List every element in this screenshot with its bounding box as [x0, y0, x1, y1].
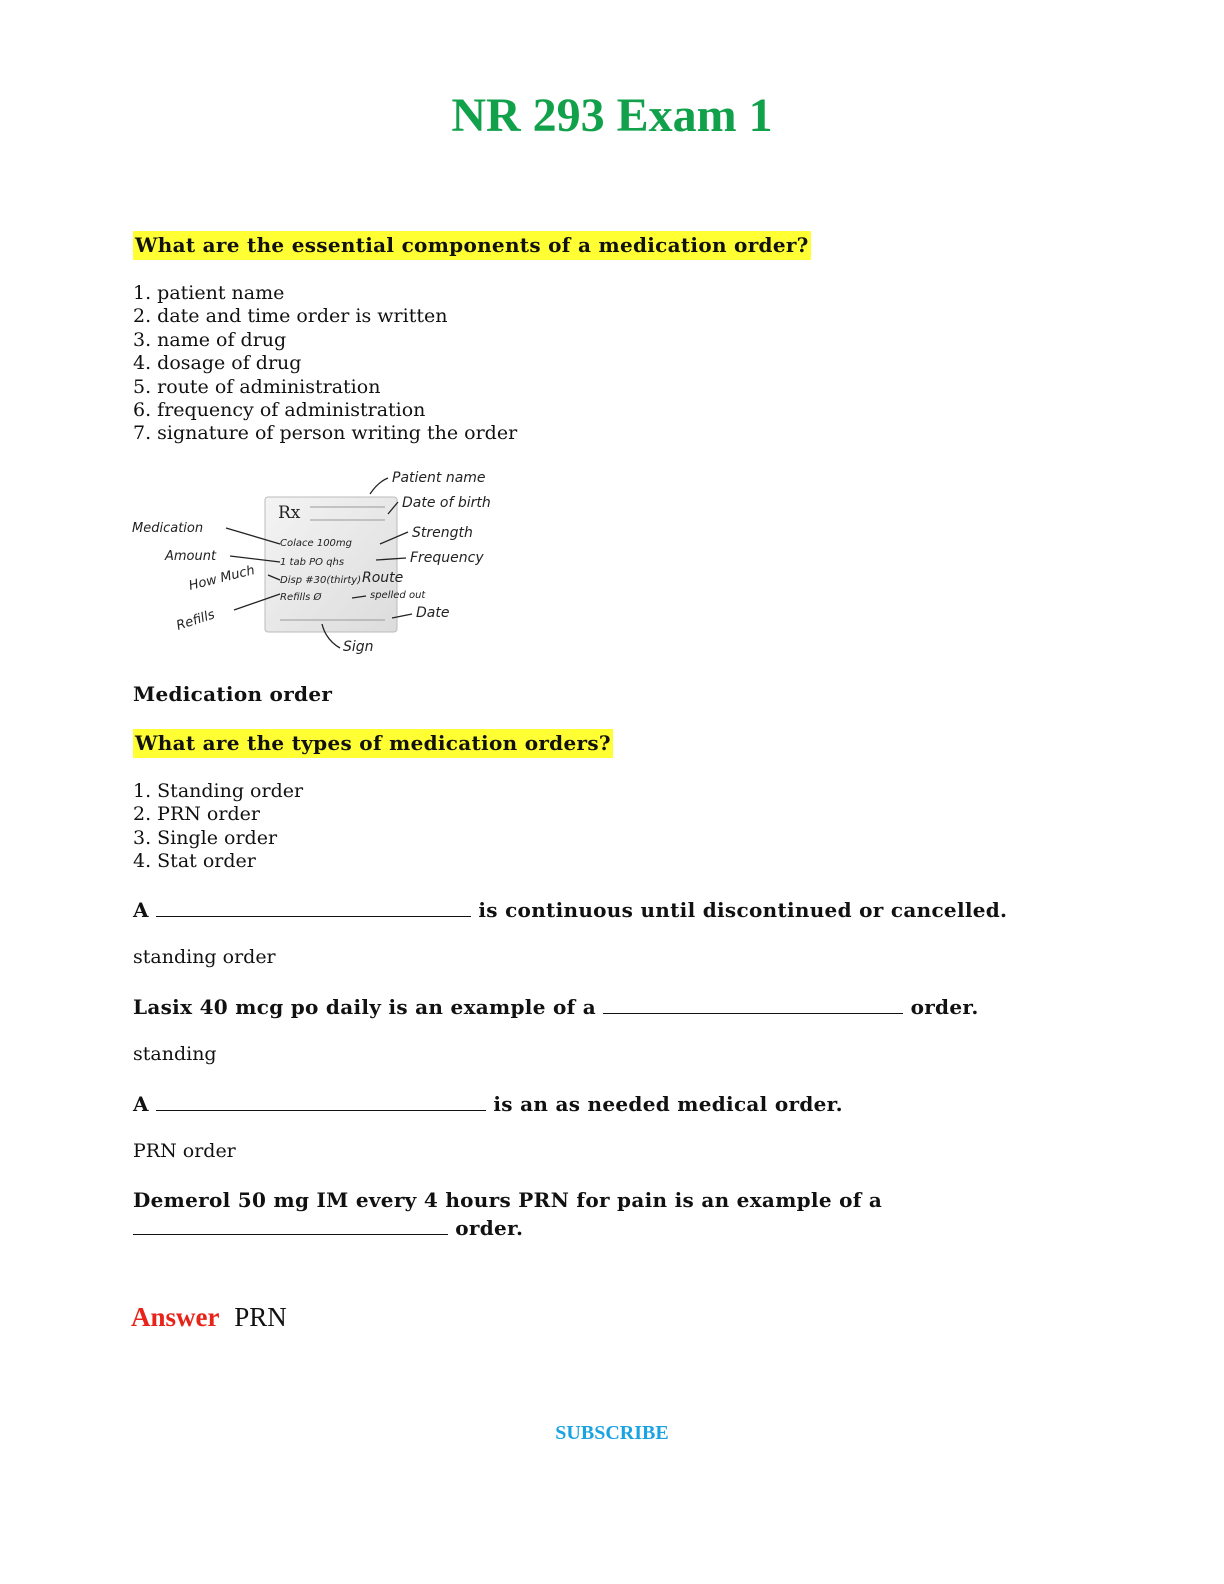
- list-item: 1. patient name: [133, 282, 285, 304]
- label-refills: Refills: [174, 607, 217, 634]
- label-amount: Amount: [165, 549, 217, 564]
- label-medication: Medication: [132, 521, 204, 536]
- list-item: 7. signature of person writing the order: [133, 422, 518, 445]
- form-line: 1 tab PO qhs: [280, 557, 345, 568]
- list-item: 2. date and time order is written: [133, 305, 448, 328]
- label-patient-name: Patient name: [392, 470, 486, 486]
- caption-medication-order: Medication order: [133, 682, 333, 706]
- list-item: 5. route of administration: [133, 375, 381, 398]
- label-sign: Sign: [343, 639, 374, 655]
- answer-blank: [133, 1216, 448, 1235]
- question-text: What are the types of medication orders?: [133, 729, 613, 758]
- question-suffix: is continuous until discontinued or cancelled.: [478, 898, 1008, 922]
- question-line: Demerol 50 mg IM every 4 hours PRN for pain is an example of a: [133, 1188, 883, 1212]
- list-item: 3. Single order: [133, 826, 278, 849]
- prescription-illustration: [130, 462, 510, 666]
- list-item: 2. PRN order: [133, 803, 260, 826]
- question-fill-blank-lasix: [133, 995, 979, 1019]
- prescription-diagram: [130, 462, 510, 662]
- question-prefix: Lasix 40 mcg po daily is an example of a: [133, 995, 597, 1019]
- question-fill-blank-as-needed: [133, 1092, 843, 1116]
- essential-components-list: [133, 282, 517, 446]
- list-item: 4. Stat order: [133, 850, 256, 873]
- answer-blank: [603, 995, 903, 1014]
- question-types-of-orders: [133, 731, 613, 755]
- question-suffix: order.: [910, 995, 979, 1019]
- question-fill-blank-continuous: [133, 898, 1007, 922]
- question-suffix: is an as needed medical order.: [493, 1092, 843, 1116]
- label-route: Route: [362, 570, 404, 586]
- label-date: Date: [416, 605, 450, 621]
- rx-symbol: Rx: [278, 503, 301, 523]
- question-fill-blank-demerol: [133, 1188, 882, 1240]
- answer-label: Answer: [131, 1302, 220, 1332]
- label-how-much: How Much: [187, 563, 257, 594]
- form-line: Colace 100mg: [280, 538, 353, 549]
- answer-text: standing: [133, 1043, 217, 1065]
- question-essential-components: [133, 233, 811, 257]
- answer-value: PRN: [234, 1302, 287, 1332]
- question-suffix: order.: [455, 1216, 524, 1240]
- subscribe-link[interactable]: SUBSCRIBE: [555, 1422, 669, 1444]
- order-types-list: [133, 780, 303, 874]
- answer-blank: [156, 1092, 486, 1111]
- answer-blank: [156, 898, 471, 917]
- label-strength: Strength: [412, 525, 473, 541]
- answer-text: PRN order: [133, 1140, 236, 1162]
- list-item: 1. Standing order: [133, 780, 304, 802]
- label-frequency: Frequency: [410, 550, 484, 566]
- final-answer: [131, 1302, 287, 1333]
- page-title: NR 293 Exam 1: [451, 89, 773, 142]
- list-item: 4. dosage of drug: [133, 352, 302, 375]
- question-prefix: A: [133, 1092, 149, 1116]
- form-line: Disp #30(thirty): [280, 575, 362, 586]
- form-line: Refills Ø: [280, 592, 322, 603]
- label-spelled-out: spelled out: [370, 590, 426, 601]
- label-date-of-birth: Date of birth: [402, 495, 491, 511]
- list-item: 3. name of drug: [133, 328, 287, 351]
- answer-text: standing order: [133, 946, 276, 968]
- question-text: What are the essential components of a medication order?: [133, 231, 811, 260]
- list-item: 6. frequency of administration: [133, 399, 426, 422]
- question-prefix: A: [133, 898, 149, 922]
